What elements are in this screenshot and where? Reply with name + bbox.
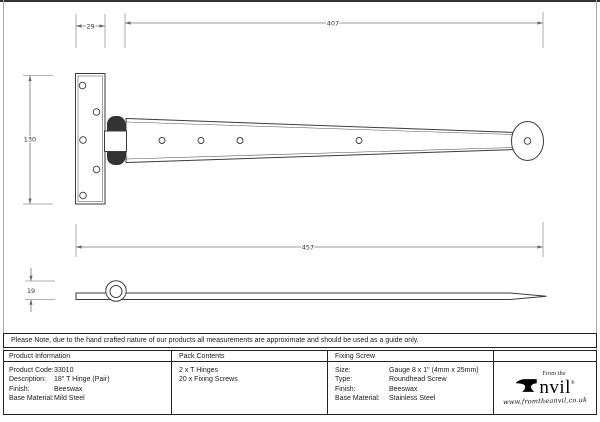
side-strap bbox=[76, 293, 547, 300]
dim-label-457: 457 bbox=[301, 243, 315, 252]
product-information-cell bbox=[4, 362, 172, 414]
table-row: 20 x Fixing Screws bbox=[179, 376, 238, 384]
table-row: Product Code: 33010 bbox=[9, 366, 74, 374]
table-row: 2 x T Hinges bbox=[179, 366, 219, 374]
table-row: Size: Gauge 8 x 1" (4mm x 25mm) bbox=[335, 366, 479, 374]
header-fixing-screw: Fixing Screw bbox=[328, 351, 494, 362]
hinge-side-view bbox=[76, 281, 547, 301]
dimension-side-height bbox=[25, 268, 55, 312]
from-the-anvil-logo bbox=[503, 371, 587, 405]
registered-mark: ® bbox=[570, 381, 575, 387]
dimension-strap-length bbox=[125, 12, 543, 48]
dimension-overall-length bbox=[76, 222, 543, 257]
table-row: Type: Roundhead Screw bbox=[335, 376, 447, 384]
dimension-plate-height bbox=[23, 76, 53, 205]
dim-label-407: 407 bbox=[326, 19, 340, 28]
logo-brand-text: nvil® bbox=[539, 377, 575, 399]
dim-label-29: 29 bbox=[86, 22, 95, 31]
header-logo-cell bbox=[494, 351, 596, 362]
barrel-inner bbox=[110, 286, 122, 298]
header-product-information: Product Information bbox=[4, 351, 172, 362]
header-pack-contents: Pack Contents bbox=[172, 351, 328, 362]
table-row: Finish: Beeswax bbox=[335, 385, 418, 393]
note-bar: Please Note, due to the hand crafted nature of our products all measurements are approximate and should be used as a guide only. bbox=[3, 333, 597, 348]
table-row: Finish: Beeswax bbox=[9, 385, 83, 393]
fixing-screw-cell bbox=[328, 362, 494, 414]
hinge-top-view bbox=[76, 74, 544, 205]
info-table bbox=[3, 350, 597, 415]
anvil-icon bbox=[515, 377, 538, 394]
dim-label-19: 19 bbox=[26, 287, 36, 295]
dimension-plate-width bbox=[76, 14, 105, 48]
table-row: Base Material: Stainless Steel bbox=[335, 395, 436, 403]
dim-label-130: 130 bbox=[23, 135, 37, 144]
logo-website: www.fromtheanvil.co.uk bbox=[502, 395, 588, 406]
brand-cell bbox=[494, 362, 596, 414]
table-row: Base Material: Mild Steel bbox=[9, 395, 85, 403]
table-row: Description: 18" T Hinge (Pair) bbox=[9, 376, 110, 384]
pack-contents-cell bbox=[172, 362, 328, 414]
hinge-strap bbox=[126, 119, 516, 163]
logo-tagline: From the bbox=[542, 371, 566, 378]
